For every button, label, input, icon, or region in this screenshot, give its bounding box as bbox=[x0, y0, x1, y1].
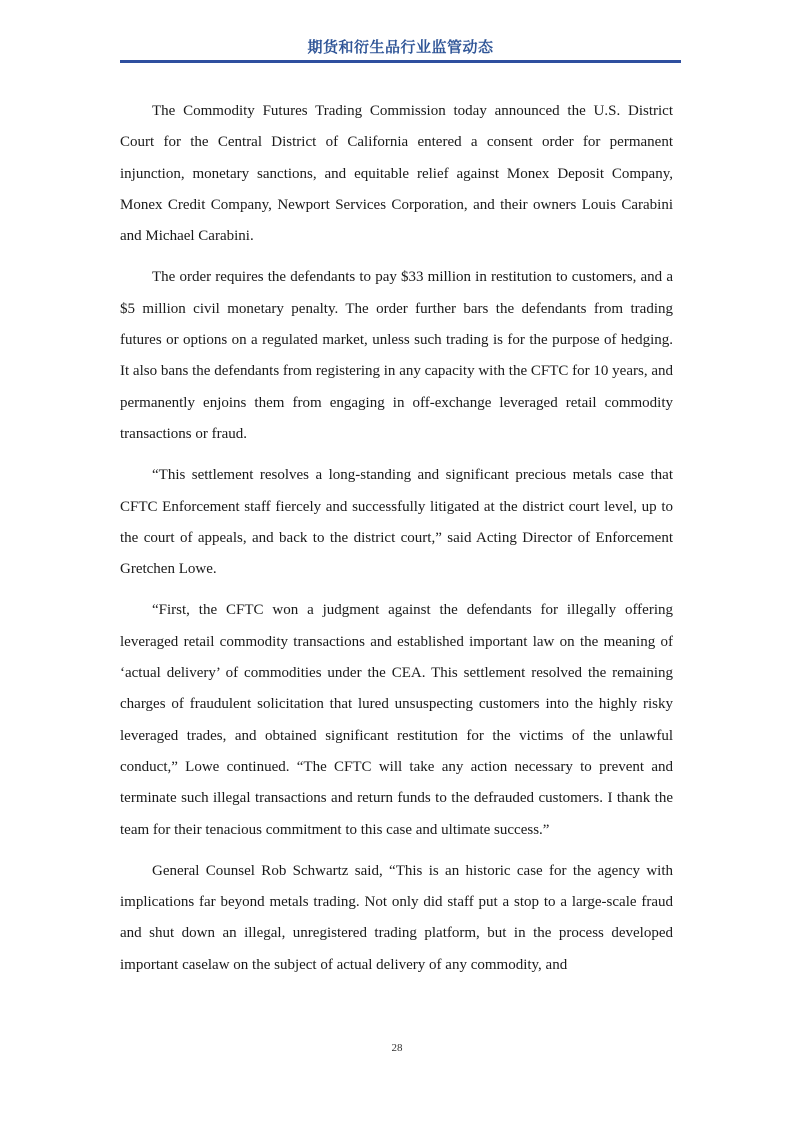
paragraph-5: General Counsel Rob Schwartz said, “This is an historic case for the agency with implications far beyond metals trading. Not only did staff put a stop to a large-scale fraud and shut down an illegal, unregistered trading platform, but in the process developed important caselaw on the subject of actual delivery of any commodity, and bbox=[120, 862, 673, 973]
article-body bbox=[120, 96, 673, 991]
paragraph-2: The order requires the defendants to pay $33 million in restitution to customers, and a $5 million civil monetary penalty. The order further bars the defendants from trading futures or options on a regulated market, unless such trading is for the purpose of hedging. It also bans the defendants from registering in any capacity with the CFTC for 10 years, and permanently enjoins them from engaging in off-exchange leveraged retail commodity transactions or fraud. bbox=[120, 269, 673, 442]
page-header bbox=[120, 36, 681, 62]
paragraph-4: “First, the CFTC won a judgment against the defendants for illegally offering leveraged retail commodity transactions and established important law on the meaning of ‘actual delivery’ of commodities under the CEA. This settlement resolved the remaining charges of fraudulent solicitation that lured unsuspecting customers into the highly risky leveraged trades, and obtained significant restitution for the victims of the unlawful conduct,” Lowe continued. “The CFTC will take any action necessary to prevent and terminate such illegal transactions and return funds to the defrauded customers. I thank the team for their tenacious commitment to this case and ultimate success.” bbox=[120, 602, 673, 838]
header-title: 期货和衍生品行业监管动态 bbox=[307, 38, 494, 56]
paragraph-3: “This settlement resolves a long-standing and significant precious metals case that CFTC Enforcement staff fiercely and successfully litigated at the district court level, up to the court of appeals, and back to the district court,” said Acting Director of Enforcement Gretchen Lowe. bbox=[120, 467, 673, 578]
page-number: 28 bbox=[391, 1042, 403, 1054]
header-rule bbox=[120, 60, 681, 63]
paragraph-1: The Commodity Futures Trading Commission today announced the U.S. District Court for the Central District of California entered a consent order for permanent injunction, monetary sanctions, and equitable relief against Monex Deposit Company, Monex Credit Company, Newport Services Corporation, and their owners Louis Carabini and Michael Carabini. bbox=[120, 103, 673, 245]
